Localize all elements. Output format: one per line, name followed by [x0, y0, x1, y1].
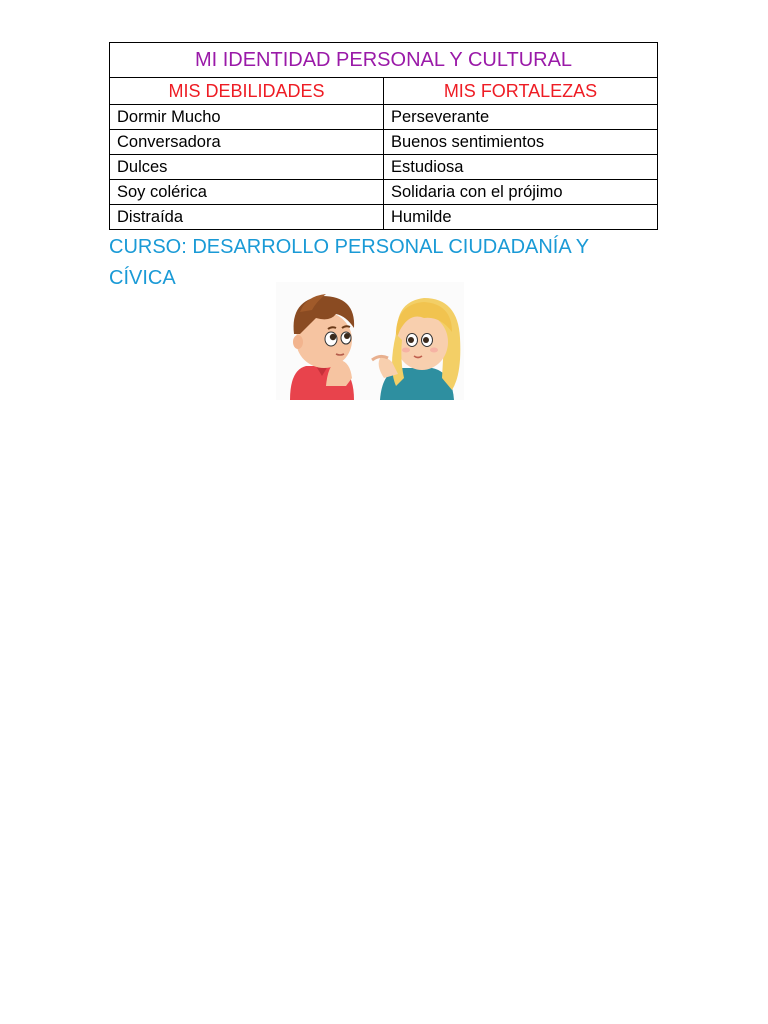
boy-figure: [290, 294, 354, 400]
identity-table: [109, 42, 658, 230]
weakness-cell: Soy colérica: [110, 180, 384, 205]
strength-cell: Humilde: [384, 205, 658, 230]
course-title-line2: CÍVICA: [109, 267, 176, 289]
weakness-cell: Dulces: [110, 155, 384, 180]
children-talking-illustration: [276, 282, 464, 400]
strength-cell: Perseverante: [384, 105, 658, 130]
strength-cell: Estudiosa: [384, 155, 658, 180]
table-row: [110, 130, 658, 155]
strength-cell: Solidaria con el prójimo: [384, 180, 658, 205]
table-row: [110, 205, 658, 230]
strengths-header: MIS FORTALEZAS: [384, 78, 658, 105]
table-row: [110, 155, 658, 180]
table-row: [110, 180, 658, 205]
weaknesses-header: MIS DEBILIDADES: [110, 78, 384, 105]
strength-cell: Buenos sentimientos: [384, 130, 658, 155]
course-title-line1: CURSO: DESARROLLO PERSONAL CIUDADANÍA Y: [109, 236, 590, 258]
weakness-cell: Dormir Mucho: [110, 105, 384, 130]
table-title: MI IDENTIDAD PERSONAL Y CULTURAL: [110, 43, 658, 78]
weakness-cell: Distraída: [110, 205, 384, 230]
table-row: [110, 105, 658, 130]
weakness-cell: Conversadora: [110, 130, 384, 155]
